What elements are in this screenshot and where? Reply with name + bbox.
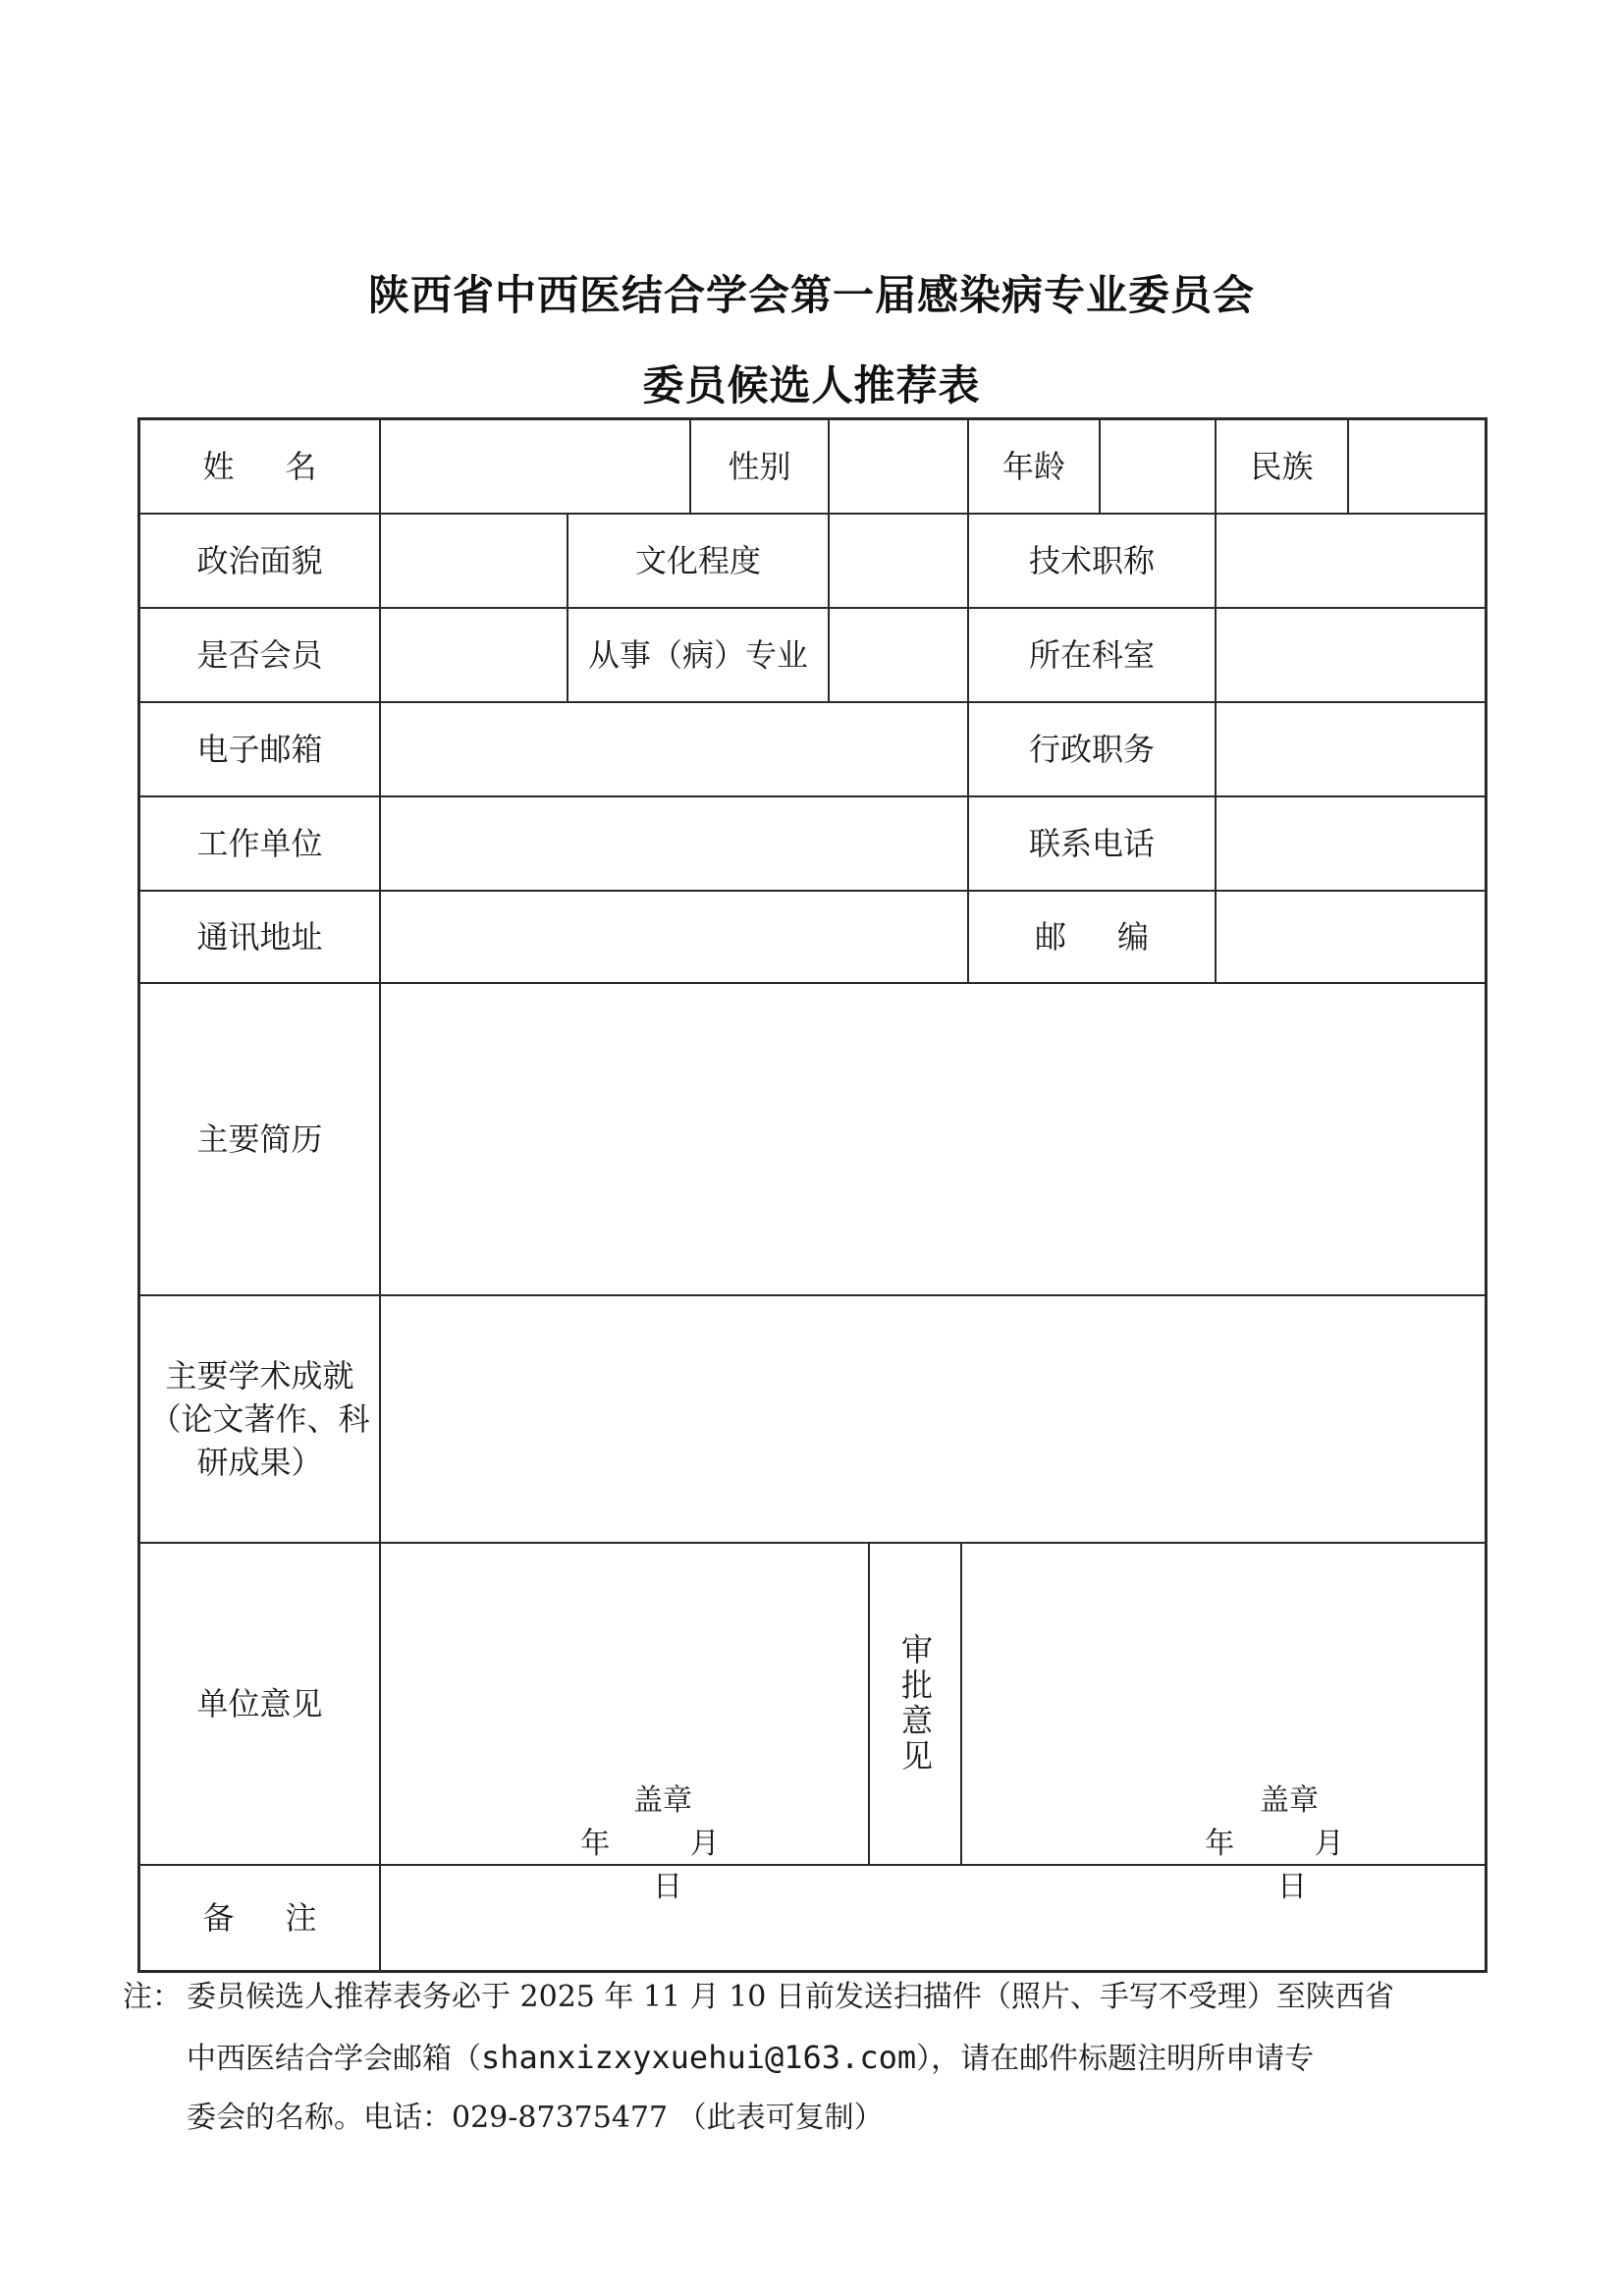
note-line-2b: ），请在邮件标题注明所申请专 [916,2042,1315,2076]
note-line-2 [187,2037,1314,2080]
gender-field[interactable] [830,420,967,513]
form-subtitle: 委员候选人推荐表 [642,361,981,410]
age-field[interactable] [1101,420,1215,513]
age-label: 年龄 [1001,448,1065,485]
education-field[interactable] [830,515,967,607]
specialty-label: 从事（病）专业 [587,636,808,674]
tech-title-label: 技术职称 [1028,542,1155,579]
contact-email: shanxizxyxuehui@163.com [481,2039,917,2076]
remarks-field[interactable] [381,1866,1485,1970]
workplace-field[interactable] [381,797,967,890]
achievement-field[interactable] [381,1296,1485,1542]
note-line-1: 委员候选人推荐表务必于 2025 年 11 月 10 日前发送扫描件（照片、手写不受理）至陕西省 [187,1980,1394,2014]
member-label: 是否会员 [196,636,323,674]
achievement-label-line3: 研成果） [196,1444,323,1481]
gender-label: 性别 [728,448,791,485]
political-status-field[interactable] [381,515,567,607]
email-label: 电子邮箱 [196,731,323,768]
approval-date-label: 年 月 日 [1205,1827,1380,1904]
achievement-label-line2: （论文著作、科 [149,1400,370,1438]
note-line-3: 委会的名称。电话：029-87375477 （此表可复制） [187,2101,884,2135]
form-title: 陕西省中西医结合学会第一届感染病专业委员会 [367,271,1255,319]
admin-post-label: 行政职务 [1028,731,1155,768]
phone-field[interactable] [1217,797,1485,890]
remarks-label: 备注 [202,1899,368,1937]
unit-opinion-label: 单位意见 [196,1685,323,1722]
ethnicity-field[interactable] [1349,420,1485,513]
postcode-field[interactable] [1217,892,1485,982]
department-field[interactable] [1217,609,1485,701]
address-label: 通讯地址 [196,918,323,956]
political-status-label: 政治面貌 [196,542,323,579]
ethnicity-label: 民族 [1250,448,1314,485]
achievement-label-line1: 主要学术成就 [165,1357,354,1394]
specialty-field[interactable] [830,609,967,701]
education-label: 文化程度 [634,542,761,579]
approval-label: 审批意见 [896,1633,934,1775]
name-label: 姓名 [202,448,368,485]
department-label: 所在科室 [1028,636,1155,674]
workplace-label: 工作单位 [196,825,323,862]
address-field[interactable] [381,892,967,982]
achievement-label [140,1296,379,1542]
admin-post-field[interactable] [1217,703,1485,795]
postcode-label: 邮编 [1034,918,1200,956]
resume-field[interactable] [381,984,1485,1294]
phone-label: 联系电话 [1028,825,1155,862]
member-field[interactable] [381,609,567,701]
note-line-2a: 中西医结合学会邮箱（ [187,2042,481,2076]
name-field[interactable] [381,420,689,513]
table-border-bottom [137,1970,1488,1973]
approval-seal-label: 盖章 [1260,1783,1319,1818]
email-field[interactable] [381,703,967,795]
tech-title-field[interactable] [1217,515,1485,607]
unit-seal-label: 盖章 [633,1783,692,1818]
note-prefix: 注： [123,1980,182,2014]
table-border-right [1485,417,1488,1973]
unit-date-label: 年 月 日 [580,1827,755,1904]
resume-label: 主要简历 [196,1121,323,1158]
